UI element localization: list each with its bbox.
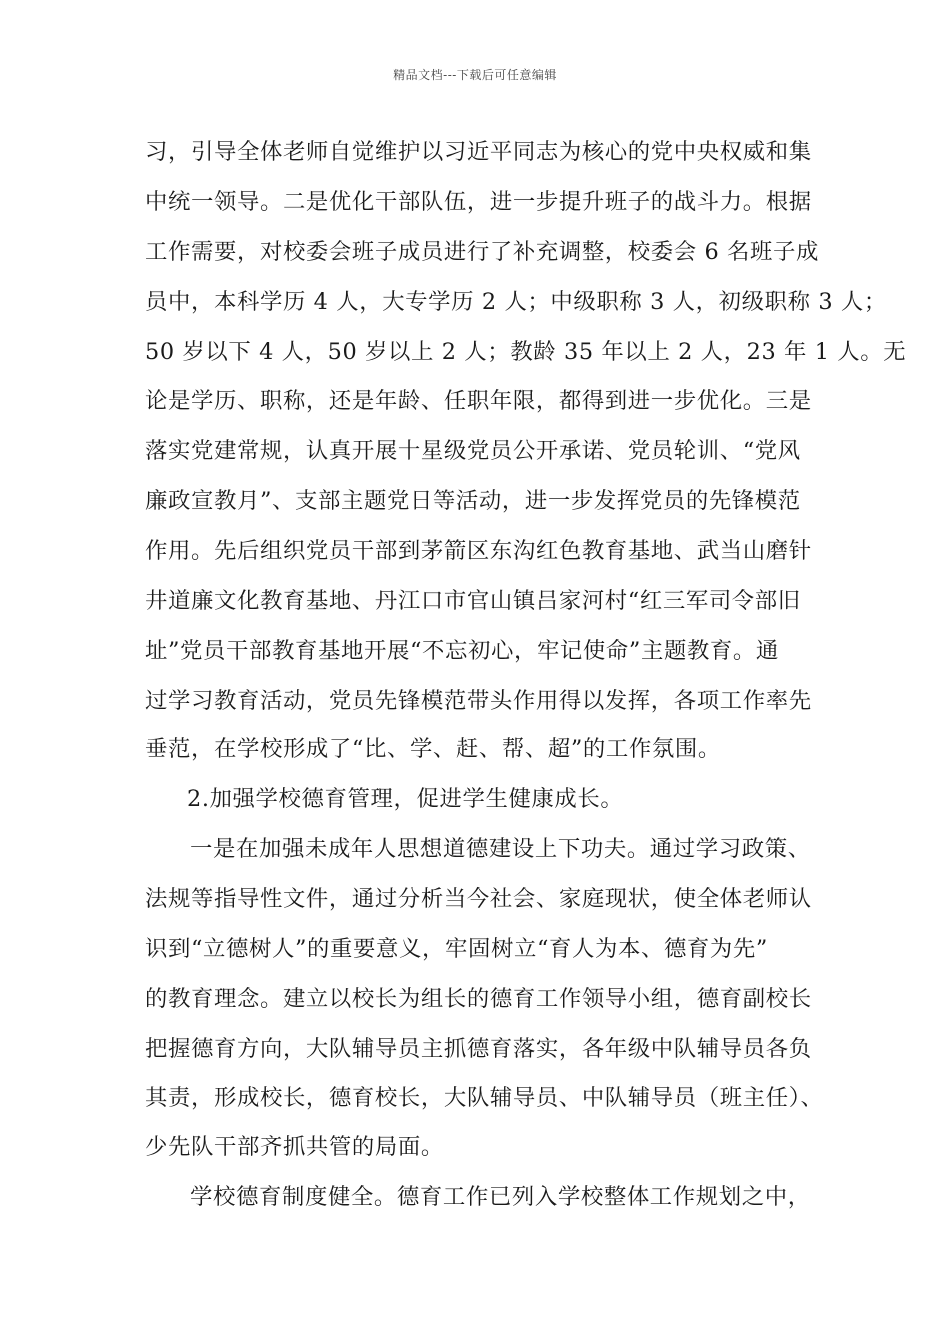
text-line: 工作需要，对校委会班子成员进行了补充调整，校委会 6 名班子成 [145, 239, 820, 265]
paragraph-first-line: 学校德育制度健全。德育工作已列入学校整体工作规划之中， [190, 1184, 811, 1210]
text-line: 过学习教育活动，党员先锋模范带头作用得以发挥，各项工作率先 [145, 688, 812, 714]
text-line: 落实党建常规，认真开展十星级党员公开承诺、党员轮训、“党风 [145, 438, 801, 464]
text-line: 址”党员干部教育基地开展“不忘初心，牢记使命”主题教育。通 [145, 638, 779, 664]
text-line: 50 岁以下 4 人，50 岁以上 2 人；教龄 35 年以上 2 人，23 年 1 人。无 [145, 339, 907, 365]
text-line: 的教育理念。建立以校长为组长的德育工作领导小组，德育副校长 [145, 986, 812, 1012]
text-line: 把握德育方向，大队辅导员主抓德育落实，各年级中队辅导员各负 [145, 1036, 812, 1062]
text-line: 中统一领导。二是优化干部队伍，进一步提升班子的战斗力。根据 [145, 189, 812, 215]
paragraph-first-line: 一是在加强未成年人思想道德建设上下功夫。通过学习政策、 [190, 836, 811, 862]
text-line: 井道廉文化教育基地、丹江口市官山镇吕家河村“红三军司令部旧 [145, 588, 801, 614]
text-line: 识到“立德树人”的重要意义，牢固树立“育人为本、德育为先” [145, 936, 768, 962]
text-line: 廉政宣教月”、支部主题党日等活动，进一步发挥党员的先锋模范 [145, 488, 801, 514]
text-line: 其责，形成校长，德育校长，大队辅导员、中队辅导员（班主任）、 [145, 1085, 824, 1111]
text-line: 习，引导全体老师自觉维护以习近平同志为核心的党中央权威和集 [145, 139, 812, 165]
text-line: 法规等指导性文件，通过分析当今社会、家庭现状，使全体老师认 [145, 886, 812, 912]
text-line: 论是学历、职称，还是年龄、任职年限，都得到进一步优化。三是 [145, 388, 812, 414]
text-line: 作用。先后组织党员干部到茅箭区东沟红色教育基地、武当山磨针 [145, 538, 812, 564]
page-header: 精品文档---下载后可任意编辑 [393, 68, 557, 82]
text-line: 垂范，在学校形成了“比、学、赶、帮、超”的工作氛围。 [145, 736, 721, 762]
section-heading: 2.加强学校德育管理，促进学生健康成长。 [187, 786, 624, 812]
text-line: 员中，本科学历 4 人，大专学历 2 人；中级职称 3 人，初级职称 3 人； [145, 289, 887, 315]
text-line: 少先队干部齐抓共管的局面。 [145, 1134, 444, 1160]
